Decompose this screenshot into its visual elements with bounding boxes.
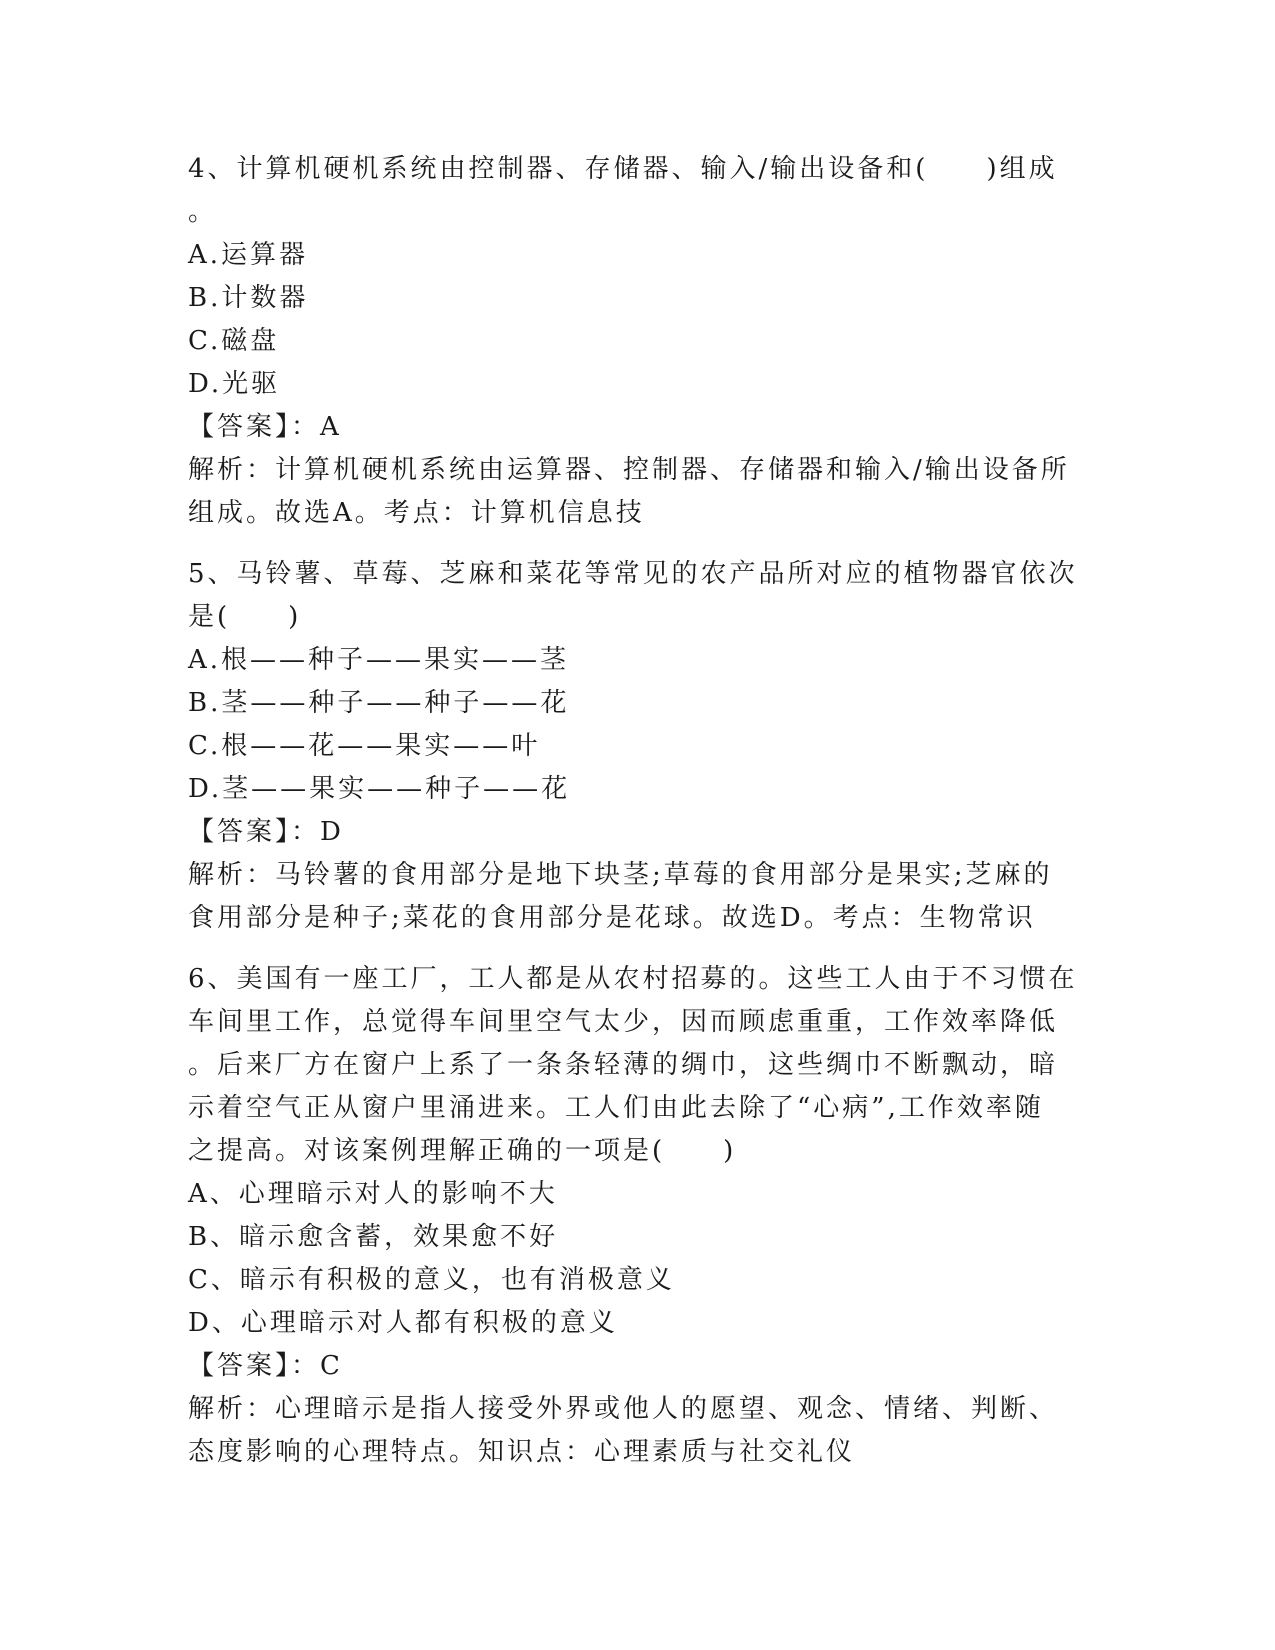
option-a: A.根——种子——果实——茎	[188, 645, 570, 675]
analysis-line: 解析：计算机硬机系统由运算器、控制器、存储器和输入/输出设备所	[188, 455, 1070, 485]
analysis-line: 组成。故选A。考点：计算机信息技	[188, 498, 645, 528]
answer: 【答案】：D	[188, 817, 344, 847]
analysis-line: 态度影响的心理特点。知识点：心理素质与社交礼仪	[188, 1437, 856, 1467]
option-d: D.光驱	[188, 369, 281, 399]
option-b: B、暗示愈含蓄，效果愈不好	[188, 1222, 559, 1252]
option-d: D.茎——果实——种子——花	[188, 774, 571, 804]
question-5	[188, 553, 1088, 940]
option-c: C、暗示有积极的意义，也有消极意义	[188, 1265, 675, 1295]
question-4	[188, 148, 1088, 535]
question-stem-line: 5、马铃薯、草莓、芝麻和菜花等常见的农产品所对应的植物器官依次	[188, 559, 1078, 589]
question-6	[188, 958, 1088, 1474]
question-spacer	[188, 940, 1088, 958]
option-b: B.茎——种子——种子——花	[188, 688, 570, 718]
option-c: C.根——花——果实——叶	[188, 731, 541, 761]
analysis-line: 解析：马铃薯的食用部分是地下块茎;草莓的食用部分是果实;芝麻的	[188, 860, 1053, 890]
option-a: A、心理暗示对人的影响不大	[188, 1179, 558, 1209]
analysis-line: 食用部分是种子;菜花的食用部分是花球。故选D。考点：生物常识	[188, 903, 1036, 933]
option-b: B.计数器	[188, 283, 309, 313]
document-page	[188, 148, 1088, 1474]
question-stem-line: 4、计算机硬机系统由控制器、存储器、输入/输出设备和( )组成	[188, 154, 1058, 184]
question-stem-line: 是( )	[188, 602, 302, 632]
option-a: A.运算器	[188, 240, 309, 270]
answer: 【答案】：A	[188, 412, 342, 442]
question-stem-line: 之提高。对该案例理解正确的一项是( )	[188, 1136, 737, 1166]
answer: 【答案】：C	[188, 1351, 343, 1381]
question-stem-line: 。	[188, 197, 218, 227]
question-stem-line: 示着空气正从窗户里涌进来。工人们由此去除了“心病”,工作效率随	[188, 1093, 1044, 1123]
analysis-line: 解析：心理暗示是指人接受外界或他人的愿望、观念、情绪、判断、	[188, 1394, 1059, 1424]
option-d: D、心理暗示对人都有积极的意义	[188, 1308, 618, 1338]
question-spacer	[188, 535, 1088, 553]
question-stem-line: 6、美国有一座工厂，工人都是从农村招募的。这些工人由于不习惯在	[188, 964, 1078, 994]
question-stem-line: 车间里工作，总觉得车间里空气太少，因而顾虑重重，工作效率降低	[188, 1007, 1059, 1037]
question-stem-line: 。后来厂方在窗户上系了一条条轻薄的绸巾，这些绸巾不断飘动，暗	[188, 1050, 1059, 1080]
option-c: C.磁盘	[188, 326, 280, 356]
